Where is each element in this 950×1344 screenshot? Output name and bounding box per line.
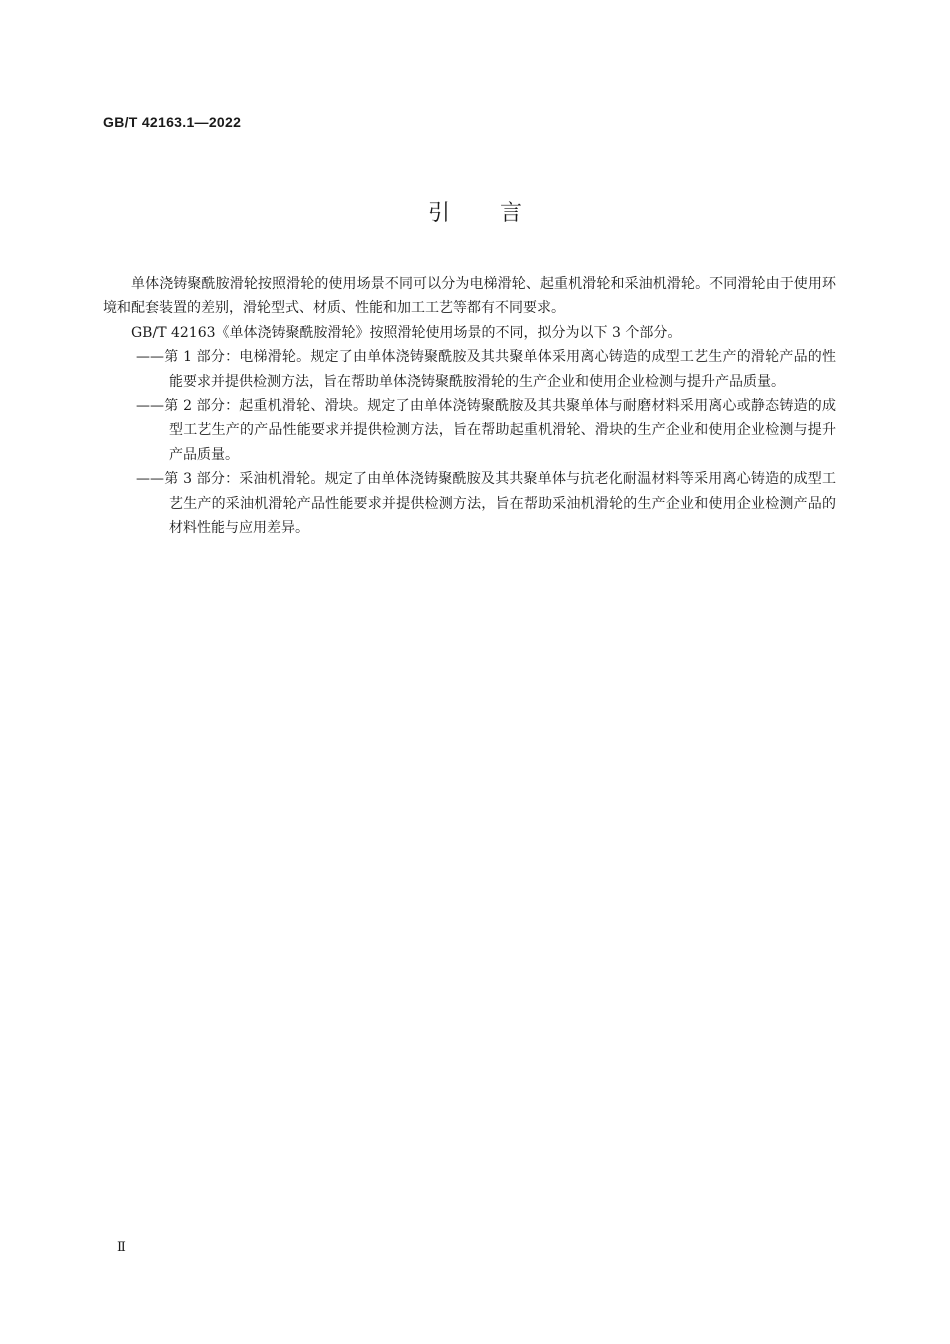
parts-overview-paragraph: GB/T 42163《单体浇铸聚酰胺滑轮》按照滑轮使用场景的不同，拟分为以下 3 个部分。: [131, 324, 682, 341]
page-number: Ⅱ: [117, 1240, 126, 1255]
list-item-part-3: ——第 3 部分：采油机滑轮。规定了由单体浇铸聚酰胺及其共聚单体与抗老化耐温材料等采用离心铸造的成型工艺生产的采油机滑轮产品性能要求并提供检测方法，旨在帮助采油机滑轮的生产企业和使用企业检测产品的材料性能与应用差异。: [136, 471, 836, 537]
list-item-part-2: ——第 2 部分：起重机滑轮、滑块。规定了由单体浇铸聚酰胺及其共聚单体与耐磨材料采用离心或静态铸造的成型工艺生产的产品性能要求并提供检测方法，旨在帮助起重机滑轮、滑块的生产企业和使用企业检测与提升产品质量。: [136, 398, 836, 463]
document-number: GB/T 42163.1—2022: [103, 114, 242, 130]
section-title: 引言: [427, 201, 572, 226]
intro-paragraph: 单体浇铸聚酰胺滑轮按照滑轮的使用场景不同可以分为电梯滑轮、起重机滑轮和采油机滑轮。不同滑轮由于使用环境和配套装置的差别，滑轮型式、材质、性能和加工工艺等都有不同要求。: [103, 276, 836, 317]
list-item-part-1: ——第 1 部分：电梯滑轮。规定了由单体浇铸聚酰胺及其共聚单体采用离心铸造的成型工艺生产的滑轮产品的性能要求并提供检测方法，旨在帮助单体浇铸聚酰胺滑轮的生产企业和使用企业检测与提升产品质量。: [136, 349, 836, 390]
body-text: [103, 272, 836, 540]
